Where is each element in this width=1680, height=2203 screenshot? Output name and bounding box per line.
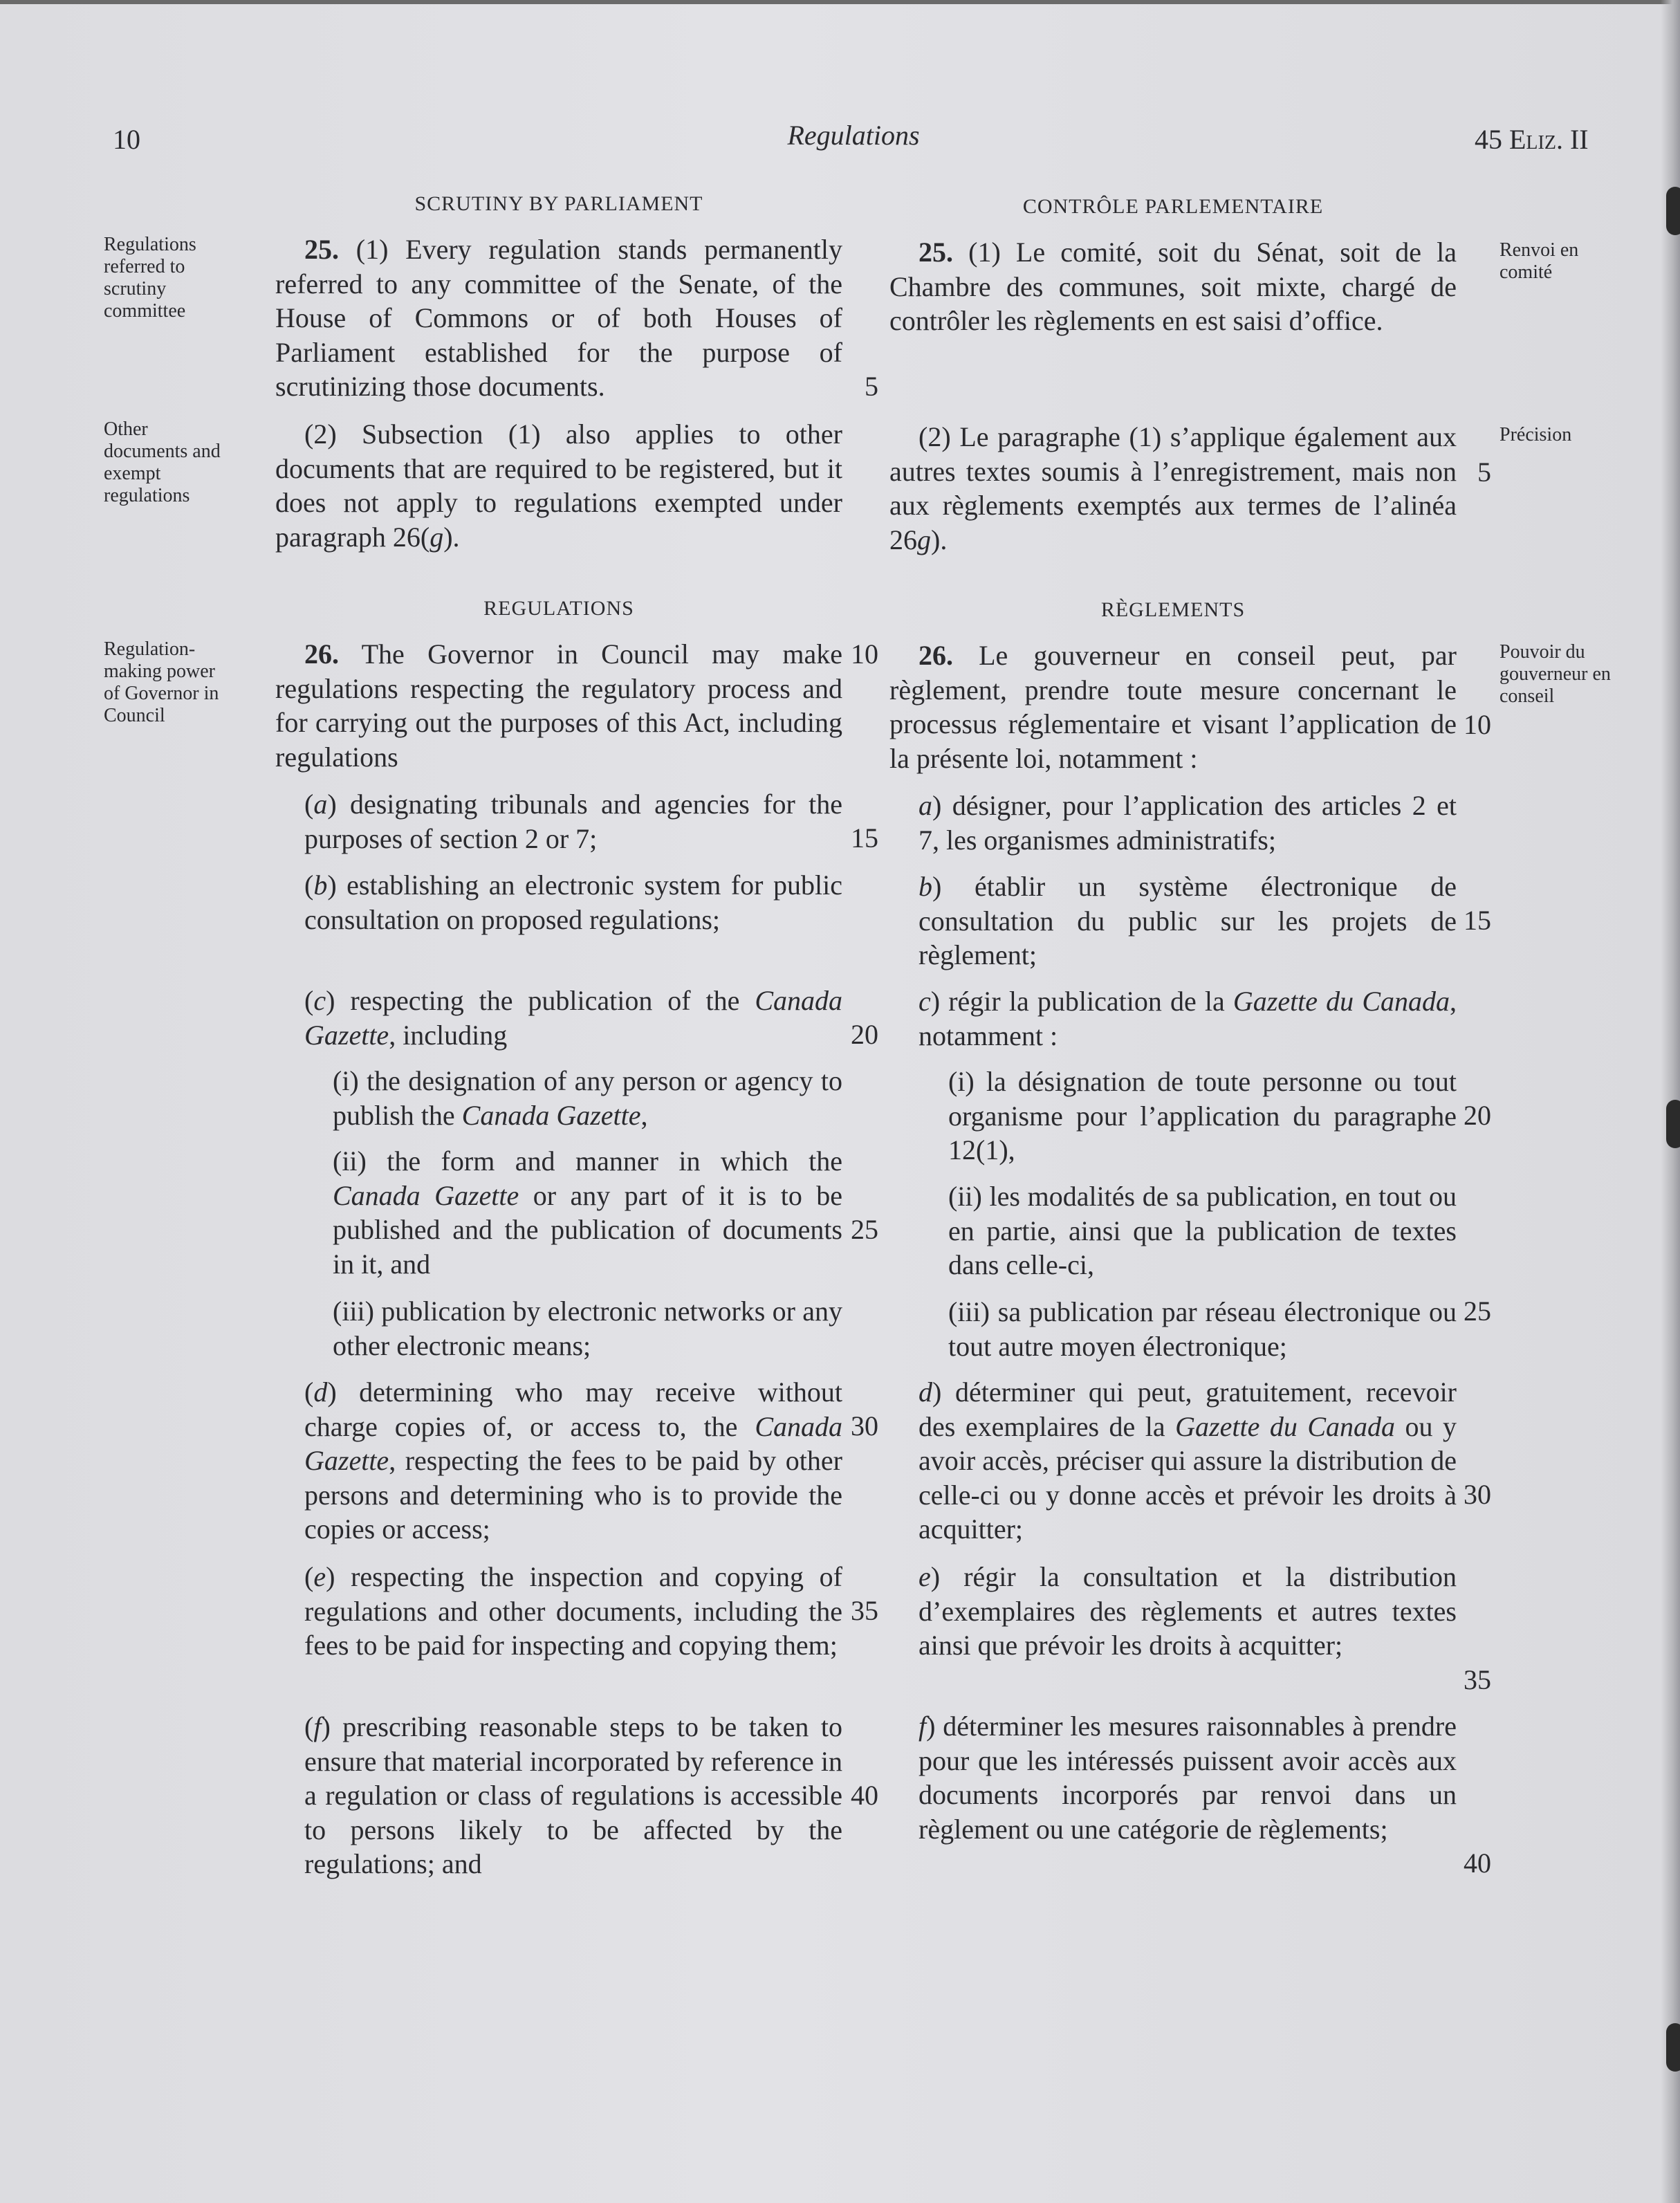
paragraph: 25. (1) Le comité, soit du Sénat, soit de la Chambre des communes, soit mixte, chargé de contrôler les règlements en est saisi d’office. <box>889 237 1457 336</box>
para-c-i-fr <box>948 1064 1457 1168</box>
para-c-iii-fr <box>948 1295 1457 1363</box>
margin-note-fr-25-1: Renvoi en comité <box>1499 239 1579 283</box>
page-number: 10 <box>113 124 140 155</box>
line-number-en-5: 5 <box>865 371 878 402</box>
line-number-en-10: 10 <box>851 638 878 670</box>
running-title: Regulations <box>787 120 920 151</box>
paragraph: (2) Le paragraphe (1) s’applique également aux autres textes soumis à l’enregistrement, mais non aux règlements exemptés aux termes de l’alinéa 26g). <box>889 421 1457 555</box>
para-c-ii-en <box>333 1144 842 1281</box>
paragraph: (d) determining who may receive without charge copies of, or access to, the Canada Gazette, respecting the fees to be paid by other persons and determining who is to provide the copies or access; <box>304 1376 842 1545</box>
para-d-en <box>304 1375 842 1547</box>
paragraph: (f) prescribing reasonable steps to be taken to ensure that material incorporated by reference in a regulation or class of regulations is accessible to persons likely to be affected by the regulations; and <box>304 1711 842 1879</box>
heading-regulations-fr: RÈGLEMENTS <box>1100 598 1246 621</box>
line-number-en-20: 20 <box>851 1019 878 1050</box>
paragraph: a) désigner, pour l’application des articles 2 et 7, les organismes administratifs; <box>919 790 1457 856</box>
line-number-fr-35: 35 <box>1464 1664 1491 1695</box>
statute-year: 45 Eliz. II <box>1475 124 1589 155</box>
paragraph: 25. (1) Every regulation stands permanently referred to any committee of the Senate, of the House of Commons or of both Houses of Parliament established for the purpose of scrutinizing those documents. <box>275 234 842 402</box>
paragraph: d) déterminer qui peut, gratuitement, recevoir des exemplaires de la Gazette du Canada ou y avoir accès, préciser qui assure la distribution de celle-ci ou y donne accès et prévoir les droits à acquitter; <box>919 1376 1457 1545</box>
paragraph: (i) la désignation de toute personne ou tout organisme pour l’application du paragraphe 12(1), <box>948 1066 1457 1165</box>
paragraph: (i) the designation of any person or agency to publish the Canada Gazette, <box>333 1065 842 1131</box>
para-a-en <box>304 787 842 856</box>
line-number-en-40: 40 <box>851 1780 878 1811</box>
paragraph: (ii) the form and manner in which the Canada Gazette or any part of it is to be published and the publication of documents in it, and <box>333 1145 842 1280</box>
para-f-en <box>304 1710 842 1881</box>
line-number-fr-5: 5 <box>1477 457 1491 488</box>
paragraph: 26. The Governor in Council may make regulations respecting the regulatory process and for carrying out the purposes of this Act, including regulations <box>275 638 842 773</box>
paragraph: c) régir la publication de la Gazette du Canada, notamment : <box>919 986 1457 1051</box>
binder-hole-bottom <box>1666 2023 1680 2072</box>
paragraph: b) établir un système électronique de consultation du public sur les projets de règlement; <box>919 871 1457 970</box>
para-d-fr <box>919 1375 1457 1547</box>
margin-note-en-25-2: Other documents and exempt regulations <box>104 418 221 506</box>
paragraph: f) déterminer les mesures raisonnables à prendre pour que les intéressés puissent avoir accès aux documents incorporés par renvoi dans un règlement ou une catégorie de règlements; <box>919 1711 1457 1845</box>
line-number-fr-10: 10 <box>1464 709 1491 740</box>
para-c-en <box>304 984 842 1052</box>
line-number-fr-40: 40 <box>1464 1847 1491 1879</box>
paragraph: (b) establishing an electronic system for public consultation on proposed regulations; <box>304 869 842 935</box>
binder-hole-top <box>1666 187 1680 235</box>
heading-scrutiny-en: SCRUTINY BY PARLIAMENT <box>414 192 703 215</box>
paragraph: (a) designating tribunals and agencies for the purposes of section 2 or 7; <box>304 789 842 854</box>
s26-en <box>275 637 842 774</box>
para-f-fr <box>919 1709 1457 1846</box>
para-e-fr <box>919 1560 1457 1663</box>
para-c-iii-en <box>333 1294 842 1363</box>
para-c-fr <box>919 984 1457 1053</box>
s25-2-en <box>275 417 842 554</box>
para-b-en <box>304 868 842 937</box>
paragraph: 26. Le gouverneur en conseil peut, par règlement, prendre toute mesure concernant le processus réglementaire et visant l’application de la présente loi, notamment : <box>889 640 1457 774</box>
paragraph: (iii) publication by electronic networks or any other electronic means; <box>333 1296 842 1361</box>
line-number-en-30: 30 <box>851 1410 878 1441</box>
para-c-i-en <box>333 1064 842 1132</box>
line-number-en-25: 25 <box>851 1214 878 1245</box>
heading-regulations-en: REGULATIONS <box>483 597 634 620</box>
s26-fr <box>889 638 1457 775</box>
paragraph: (e) respecting the inspection and copying of regulations and other documents, including the fees to be paid for inspecting and copying them; <box>304 1561 842 1661</box>
margin-note-en-25-1: Regulations referred to scrutiny committee <box>104 234 196 322</box>
scan-top-edge <box>0 0 1680 4</box>
line-number-fr-15: 15 <box>1464 905 1491 936</box>
s25-2-fr <box>889 420 1457 557</box>
paragraph: e) régir la consultation et la distribution d’exemplaires des règlements et autres textes ainsi que prévoir les droits à acquitter; <box>919 1561 1457 1661</box>
s25-1-en <box>275 232 842 404</box>
margin-note-en-26: Regulation-making power of Governor in Council <box>104 638 219 726</box>
binder-hole-middle <box>1666 1100 1680 1148</box>
paragraph: (c) respecting the publication of the Canada Gazette, including <box>304 985 842 1051</box>
paragraph: (2) Subsection (1) also applies to other documents that are required to be registered, but it does not apply to regulations exempted under paragraph 26(g). <box>275 418 842 553</box>
margin-note-fr-26: Pouvoir du gouverneur en conseil <box>1499 641 1611 707</box>
line-number-fr-20: 20 <box>1464 1100 1491 1131</box>
line-number-fr-30: 30 <box>1464 1479 1491 1510</box>
line-number-fr-25: 25 <box>1464 1296 1491 1327</box>
heading-scrutiny-fr: CONTRÔLE PARLEMENTAIRE <box>1022 195 1324 218</box>
margin-note-fr-25-2: Précision <box>1499 424 1572 445</box>
paragraph: (iii) sa publication par réseau électronique ou tout autre moyen électronique; <box>948 1296 1457 1362</box>
line-number-en-35: 35 <box>851 1595 878 1626</box>
s25-1-fr <box>889 235 1457 338</box>
para-a-fr <box>919 789 1457 857</box>
paragraph: (ii) les modalités de sa publication, en tout ou en partie, ainsi que la publication de textes dans celle-ci, <box>948 1181 1457 1280</box>
line-number-en-15: 15 <box>851 822 878 854</box>
para-c-ii-fr <box>948 1179 1457 1282</box>
para-e-en <box>304 1560 842 1663</box>
para-b-fr <box>919 869 1457 973</box>
